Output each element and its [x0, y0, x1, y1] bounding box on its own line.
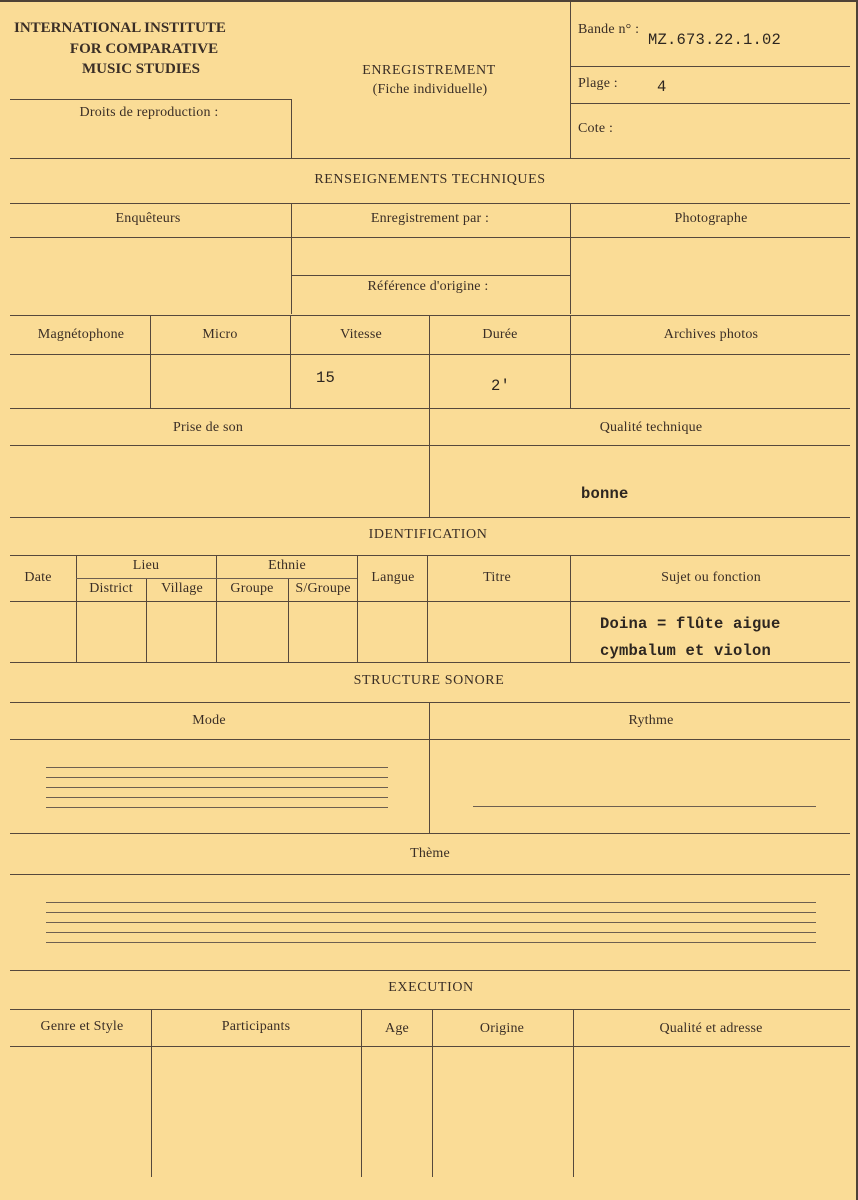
- institute-name-line1: INTERNATIONAL INSTITUTE: [14, 20, 226, 36]
- origine-label: Origine: [479, 1021, 525, 1036]
- divider: [290, 315, 291, 408]
- divider: [291, 203, 292, 314]
- divider: [10, 555, 850, 556]
- divider: [429, 408, 430, 517]
- divider: [10, 203, 850, 204]
- staff-line: [46, 922, 816, 923]
- mode-label: Mode: [192, 713, 226, 728]
- divider: [146, 578, 147, 662]
- staff-line: [46, 797, 388, 798]
- divider: [570, 103, 850, 104]
- divider: [570, 66, 850, 67]
- divider: [291, 275, 570, 276]
- divider: [357, 555, 358, 662]
- vitesse-value: 15: [316, 369, 336, 387]
- divider: [10, 408, 850, 409]
- ethnie-label: Ethnie: [268, 558, 306, 573]
- sujet-fonction-label: Sujet ou fonction: [661, 570, 761, 585]
- enregistrement-par-label: Enregistrement par :: [370, 211, 490, 226]
- qualite-technique-label: Qualité technique: [599, 420, 703, 435]
- staff-line: [46, 787, 388, 788]
- duree-value: 2': [491, 377, 511, 395]
- divider: [291, 99, 292, 159]
- qualite-adresse-label: Qualité et adresse: [659, 1021, 763, 1036]
- divider: [10, 354, 850, 355]
- divider: [570, 555, 571, 662]
- titre-label: Titre: [483, 570, 511, 585]
- divider: [427, 555, 428, 662]
- divider: [429, 315, 430, 408]
- divider: [150, 315, 151, 408]
- divider: [361, 1009, 362, 1177]
- divider: [76, 578, 216, 579]
- droits-reproduction-label: Droits de reproduction :: [79, 105, 219, 120]
- divider: [10, 662, 850, 663]
- staff-line: [46, 932, 816, 933]
- participants-label: Participants: [221, 1019, 291, 1034]
- qualite-technique-value: bonne: [581, 485, 629, 503]
- section-title-execution: EXECUTION: [388, 980, 474, 995]
- staff-line: [46, 942, 816, 943]
- divider: [151, 1009, 152, 1177]
- divider: [10, 99, 292, 100]
- photographe-label: Photographe: [674, 211, 748, 226]
- bande-label: Bande n° :: [578, 22, 640, 37]
- divider: [10, 158, 850, 159]
- rythme-label: Rythme: [628, 713, 674, 728]
- divider: [432, 1009, 433, 1177]
- divider: [10, 237, 850, 238]
- divider: [10, 874, 850, 875]
- enqueteurs-label: Enquêteurs: [115, 211, 181, 226]
- divider: [10, 970, 850, 971]
- plage-value: 4: [657, 78, 667, 96]
- lieu-label: Lieu: [132, 558, 160, 573]
- genre-style-label: Genre et Style: [40, 1019, 124, 1034]
- langue-label: Langue: [371, 570, 415, 585]
- village-label: Village: [161, 581, 203, 596]
- magnetophone-label: Magnétophone: [37, 327, 125, 342]
- divider: [570, 315, 571, 408]
- staff-line: [46, 807, 388, 808]
- section-title-identification: IDENTIFICATION: [368, 527, 488, 542]
- sujet-value-line2: cymbalum et violon: [600, 642, 772, 660]
- archives-photos-label: Archives photos: [663, 327, 759, 342]
- plage-label: Plage :: [578, 76, 618, 91]
- section-title-techniques: RENSEIGNEMENTS TECHNIQUES: [314, 172, 546, 187]
- age-label: Age: [385, 1021, 409, 1036]
- divider: [10, 1009, 850, 1010]
- divider: [10, 601, 850, 602]
- prise-de-son-label: Prise de son: [172, 420, 244, 435]
- divider: [216, 555, 217, 662]
- vitesse-label: Vitesse: [340, 327, 382, 342]
- staff-line: [46, 912, 816, 913]
- divider: [10, 739, 850, 740]
- divider: [216, 578, 357, 579]
- divider: [10, 1046, 850, 1047]
- duree-label: Durée: [482, 327, 518, 342]
- staff-line: [46, 777, 388, 778]
- divider: [10, 517, 850, 518]
- form-title: ENREGISTREMENT: [362, 63, 496, 78]
- staff-line: [46, 902, 816, 903]
- district-label: District: [89, 581, 133, 596]
- divider: [10, 702, 850, 703]
- form-subtitle: (Fiche individuelle): [372, 82, 488, 97]
- rhythm-line: [473, 806, 816, 807]
- divider: [10, 445, 850, 446]
- date-label: Date: [24, 570, 52, 585]
- sgroupe-label: S/Groupe: [295, 581, 351, 596]
- divider: [429, 702, 430, 833]
- reference-origine-label: Référence d'origine :: [367, 279, 489, 294]
- divider: [288, 578, 289, 662]
- divider: [10, 833, 850, 834]
- divider: [573, 1009, 574, 1177]
- institute-name-line3: MUSIC STUDIES: [82, 61, 200, 77]
- micro-label: Micro: [202, 327, 238, 342]
- divider: [570, 2, 571, 158]
- institute-name-line2: FOR COMPARATIVE: [69, 41, 219, 57]
- divider: [76, 555, 77, 662]
- bande-value: MZ.673.22.1.02: [648, 31, 782, 49]
- theme-label: Thème: [410, 846, 450, 861]
- section-title-structure: STRUCTURE SONORE: [353, 673, 505, 688]
- cote-label: Cote :: [578, 121, 614, 136]
- groupe-label: Groupe: [230, 581, 274, 596]
- divider: [10, 315, 850, 316]
- sujet-value-line1: Doina = flûte aigue: [600, 615, 781, 633]
- divider: [570, 203, 571, 314]
- staff-line: [46, 767, 388, 768]
